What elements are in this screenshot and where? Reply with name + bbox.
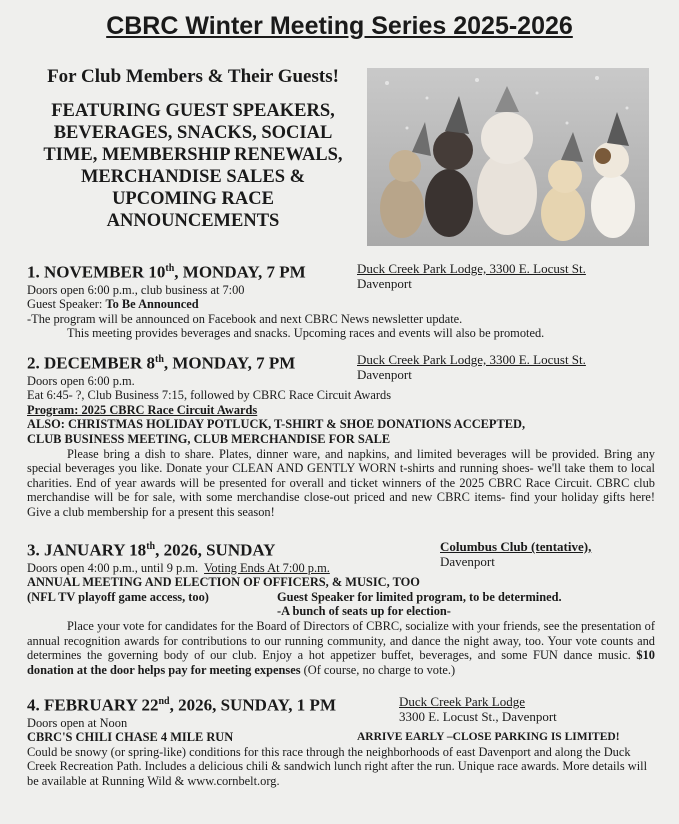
featuring-heading: FEATURING GUEST SPEAKERS, BEVERAGES, SNACKS, SOCIAL TIME, MEMBERSHIP RENEWALS, MERCHANDISE SALES & UPCOMING RACE ANNOUNCEMENTS	[43, 101, 343, 231]
event-3	[27, 537, 655, 677]
event-1-speaker: Guest Speaker: To Be Announced	[27, 297, 199, 312]
event-2-also2: CLUB BUSINESS MEETING, CLUB MERCHANDISE FOR SALE	[27, 432, 391, 447]
event-1-doors: Doors open 6:00 p.m., club business at 7:00	[27, 282, 245, 297]
event-2-doors: Doors open 6:00 p.m.	[27, 373, 135, 388]
event-2-location: Duck Creek Park Lodge, 3300 E. Locust St. Davenport	[357, 352, 586, 382]
event-1-heading: 1. NOVEMBER 10th, MONDAY, 7 PM	[27, 262, 306, 282]
event-2-paragraph: Please bring a dish to share. Plates, dinner ware, and napkins, and limited beverages will be provided. Bring any special beverages you like. Donate your CLEAN AND GENTLY WORN t-shirts and running shoes- we'll take them to local charities. End of year awards will be presented for overall and ticket winners of the 2025 CBRC Race Circuit. CBRC club merchandise will be for sale, with some merchandise close-out priced and new CBRC items- find your holiday gifts here! Give a club membership for a present this season!	[27, 446, 655, 519]
event-4-heading: 4. FEBRUARY 22nd, 2026, SUNDAY, 1 PM	[27, 695, 336, 715]
event-3-paragraph: Place your vote for candidates for the Board of Directors of CBRC, socialize with your friends, see the presentation of annual recognition awards for contributions to our running community, and dance the night away, too. Your vote counts and determines the governing body of our club. Enjoy a hot appetizer buffet, beverages, and some FUN dance music. $10 donation at the door helps pay for meeting expenses (Of course, no charge to vote.)	[27, 619, 655, 677]
event-2-heading: 2. DECEMBER 8th, MONDAY, 7 PM	[27, 353, 296, 373]
event-2-also1: ALSO: CHRISTMAS HOLIDAY POTLUCK, T-SHIRT & SHOE DONATIONS ACCEPTED,	[27, 417, 526, 432]
intro-block	[28, 66, 358, 232]
event-1-location: Duck Creek Park Lodge, 3300 E. Locust St. Davenport	[357, 261, 586, 291]
event-4-location: Duck Creek Park Lodge 3300 E. Locust St., Davenport	[399, 694, 557, 724]
event-4-doors: Doors open at Noon	[27, 715, 128, 730]
event-1	[27, 259, 655, 341]
event-3-nfl-row: (NFL TV playoff game access, too) Guest Speaker for limited program, to be determined.	[27, 589, 562, 604]
event-3-doors: Doors open 4:00 p.m., until 9 p.m. Voting Ends At 7:00 p.m.	[27, 560, 330, 575]
event-4-paragraph: Could be snowy (or spring-like) conditions for this race through the neighborhoods of east Davenport and along the Duck Creek Recreation Path. Includes a delicious chili & sandwich lunch right after the run. Unique race awards. More details will be available at Running Wild & www.cornbelt.org.	[27, 744, 648, 789]
for-members-heading: For Club Members & Their Guests!	[47, 66, 339, 87]
event-3-seats: -A bunch of seats up for election-	[277, 604, 451, 619]
event-2	[27, 350, 655, 520]
event-3-location: Columbus Club (tentative), Davenport	[440, 539, 592, 569]
event-2-line2: Eat 6:45- ?, Club Business 7:15, followed by CBRC Race Circuit Awards	[27, 388, 392, 403]
event-4	[27, 692, 655, 789]
event-3-annual: ANNUAL MEETING AND ELECTION OF OFFICERS, & MUSIC, TOO	[27, 575, 420, 590]
event-3-heading: 3. JANUARY 18th, 2026, SUNDAY	[27, 540, 276, 560]
party-dogs-photo	[367, 68, 649, 246]
event-1-line3: -The program will be announced on Facebook and next CBRC News newsletter update.	[27, 311, 463, 326]
event-1-line4: This meeting provides beverages and snacks. Upcoming races and events will also be promoted.	[67, 326, 545, 341]
page-title: CBRC Winter Meeting Series 2025-2026	[106, 12, 573, 40]
event-4-chili-row: CBRC'S CHILI CHASE 4 MILE RUN ARRIVE EARLY –CLOSE PARKING IS LIMITED!	[27, 730, 620, 745]
event-2-program: Program: 2025 CBRC Race Circuit Awards	[27, 402, 258, 417]
